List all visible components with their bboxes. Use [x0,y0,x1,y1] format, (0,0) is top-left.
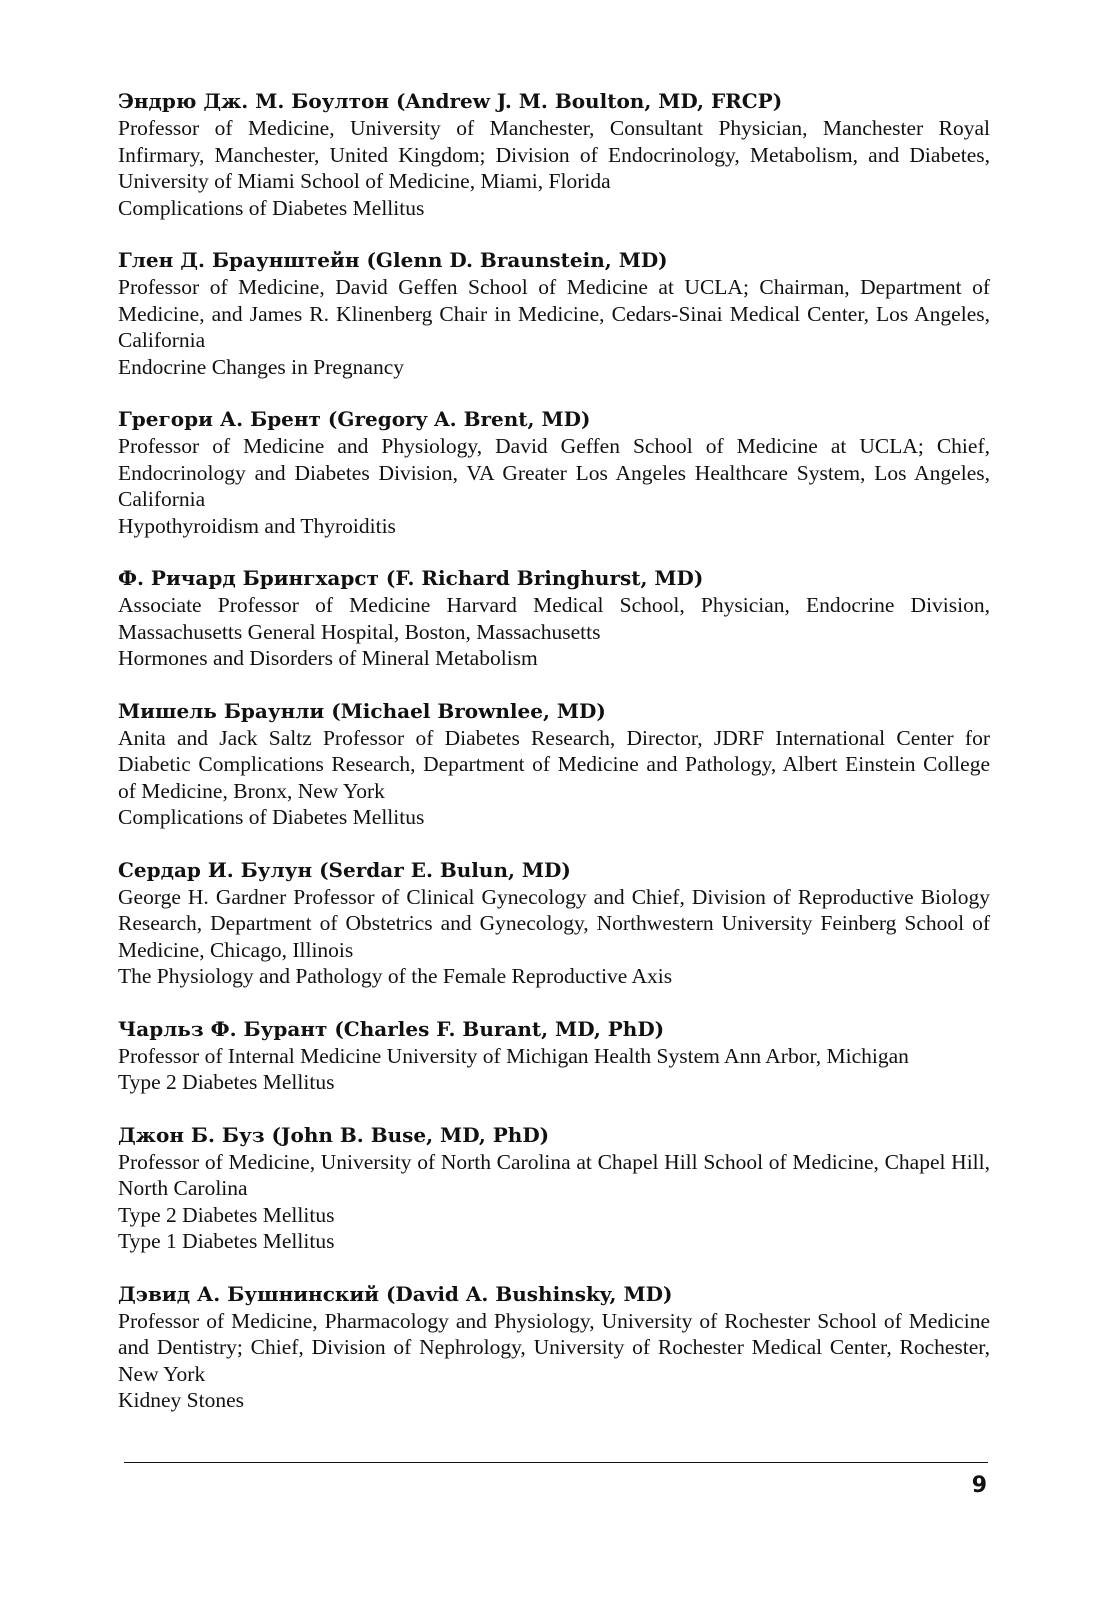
contributor-name: Глен Д. Браунштейн (Glenn D. Braunstein, MD) [118,248,668,272]
contributor-entry [118,247,990,380]
contributor-affiliation: Professor of Medicine, University of North Carolina at Chapel Hill School of Medicine, Chapel Hill, North Carolina [118,1149,990,1200]
contributor-entry [118,1122,990,1255]
contributor-chapter: Type 2 Diabetes Mellitus [118,1070,335,1094]
contributor-entry [118,698,990,831]
contributor-chapter: Type 2 Diabetes Mellitus [118,1202,335,1227]
contributor-affiliation: Professor of Medicine, University of Manchester, Consultant Physician, Manchester Royal Infirmary, Manchester, United Kingdom; Division of Endocrinology, Metabolism, and Diabetes, University of Miami School of Medicine, Miami, Florida [118,116,990,193]
contributor-chapter: Complications of Diabetes Mellitus [118,805,425,829]
contributors-list [118,88,990,1440]
contributor-name: Грегори А. Брент (Gregory A. Brent, MD) [118,407,591,431]
contributor-chapter: Type 1 Diabetes Mellitus [118,1229,335,1253]
contributor-affiliation: Associate Professor of Medicine Harvard Medical School, Physician, Endocrine Division, Massachusetts General Hospital, Boston, Massachusetts [118,593,990,644]
contributor-affiliation: Professor of Internal Medicine University of Michigan Health System Ann Arbor, Michigan [118,1043,909,1068]
contributor-chapter: Hormones and Disorders of Mineral Metabolism [118,646,538,670]
contributor-name: Мишель Браунли (Michael Brownlee, MD) [118,698,606,723]
contributor-chapter: Endocrine Changes in Pregnancy [118,354,404,379]
contributor-affiliation: Anita and Jack Saltz Professor of Diabetes Research, Director, JDRF International Center for Diabetic Complications Research, Department of Medicine and Pathology, Albert Einstein College of Medicine, Bronx, New York [118,725,990,803]
contributor-name: Сердар И. Булун (Serdar E. Bulun, MD) [118,857,571,882]
contributor-chapter: Complications of Diabetes Mellitus [118,195,425,220]
contributor-affiliation: Professor of Medicine, David Geffen School of Medicine at UCLA; Chairman, Department of Medicine, and James R. Klinenberg Chair in Medicine, Cedars-Sinai Medical Center, Los Angeles, California [118,275,990,352]
contributor-entry [118,88,990,221]
contributor-name: Эндрю Дж. М. Боултон (Andrew J. M. Boulton, MD, FRCP) [118,89,783,113]
page-number: 9 [971,1473,987,1498]
contributor-chapter: The Physiology and Pathology of the Female Reproductive Axis [118,964,673,988]
contributor-entry [118,1281,990,1414]
footer-rule [124,1462,988,1463]
contributor-chapter: Kidney Stones [118,1388,245,1412]
contributor-entry [118,406,990,539]
contributor-entry [118,857,990,990]
contributor-chapter: Hypothyroidism and Thyroiditis [118,513,396,538]
contributor-affiliation: George H. Gardner Professor of Clinical Gynecology and Chief, Division of Reproductive Biology Research, Department of Obstetrics and Gynecology, Northwestern University Feinberg School of Medicine, Chicago, Illinois [118,884,990,962]
contributor-entry [118,1016,990,1096]
contributor-name: Джон Б. Буз (John B. Buse, MD, PhD) [118,1122,550,1147]
contributor-name: Дэвид А. Бушнинский (David A. Bushinsky, MD) [118,1281,673,1306]
contributor-affiliation: Professor of Medicine and Physiology, David Geffen School of Medicine at UCLA; Chief, Endocrinology and Diabetes Division, VA Greater Los Angeles Healthcare System, Los Angeles, California [118,434,990,511]
contributor-name: Чарльз Ф. Бурант (Charles F. Burant, MD, PhD) [118,1016,665,1041]
contributor-name: Ф. Ричард Брингхарст (F. Richard Bringhurst, MD) [118,566,704,590]
contributor-affiliation: Professor of Medicine, Pharmacology and Physiology, University of Rochester School of Medicine and Dentistry; Chief, Division of Nephrology, University of Rochester Medical Center, Rochester, New York [118,1308,990,1386]
contributor-entry [118,565,990,672]
